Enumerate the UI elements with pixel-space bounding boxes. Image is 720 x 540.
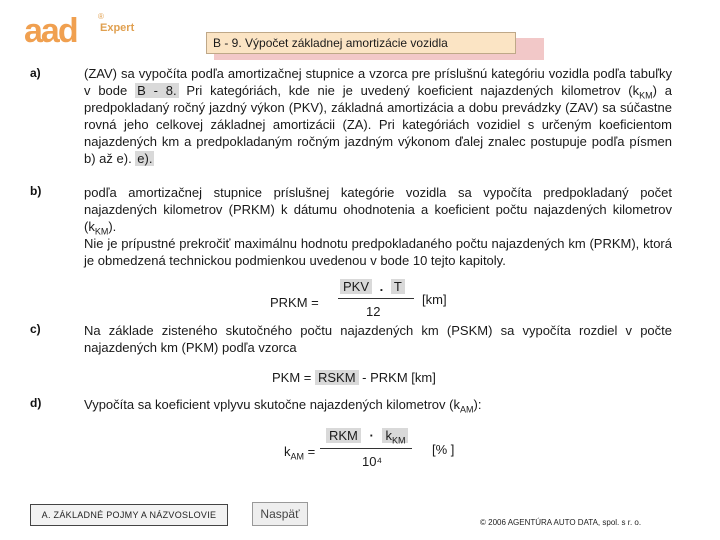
formula-kam-denominator: 10⁴ <box>362 454 383 469</box>
item-label-a: a) <box>30 66 41 80</box>
formula-dot: . <box>379 279 384 294</box>
formula-prkm-numerator <box>340 279 405 294</box>
paragraph-d-text-2: ): <box>473 397 482 412</box>
basic-terms-button[interactable]: A. ZÁKLADNÉ POJMY A NÁZVOSLOVIE <box>30 504 228 526</box>
paragraph-b-text-1: podľa amortizačnej stupnice príslušnej kategórie vozidla sa vypočíta predpokladaný počet najazdených kilometrov (PRKM) k dátumu ohodnotenia a koeficient počtu najazdených kilometrov (k <box>84 185 672 234</box>
logo-expert: Expert <box>100 22 135 34</box>
formula-prkm-denominator: 12 <box>366 304 381 319</box>
paragraph-d <box>84 396 672 413</box>
formula-prkm-unit: [km] <box>422 292 447 307</box>
logo-registered-mark: ® <box>98 12 104 21</box>
formula-pkm-rest: - PRKM [km] <box>358 370 436 385</box>
paragraph-b <box>84 184 672 269</box>
subscript-km: KM <box>639 90 653 101</box>
paragraph-a-text-3: ) a predpokladaný ročný jazdný výkon (PKV), základná amortizácia a dobu prevádzky (ZAV) sa súčastne rovná jeho celkovej základnej amortizácii (ZA). Pri kategóriách vozidiel s určeným koeficientom najazdených km a predpokladaným ročným jazdným výkonom ďalej znalec postupuje podľa písmen b) až e). <box>84 83 672 166</box>
logo-text: aad <box>24 12 77 50</box>
formula-kam-numerator <box>326 428 408 446</box>
formula-kam-lhs <box>284 444 315 462</box>
paragraph-b-text-3: Nie je prípustné prekročiť maximálnu hodnotu predpokladaného počtu najazdených km (PRKM), ktorá je obmedzená technickou podmienkou uvedenou v bode 10 tejto kapitoly. <box>84 236 672 268</box>
formula-kam-fraction-line <box>320 448 412 449</box>
formula-kam-unit: [% ] <box>432 442 455 457</box>
formula-pkm <box>272 370 436 385</box>
formula-rskm: RSKM <box>315 370 359 385</box>
formula-k: k <box>284 444 291 459</box>
paragraph-d-text-1: Vypočíta sa koeficient vplyvu skutočne najazdených kilometrov (k <box>84 397 460 412</box>
paragraph-b-text-2: ). <box>108 219 117 234</box>
paragraph-a-text-2: Pri kategóriách, kde nie je uvedený koeficient najazdených kilometrov (k <box>178 83 640 98</box>
formula-rkm: RKM <box>326 428 361 443</box>
company-logo <box>24 14 144 54</box>
subscript-km: KM <box>94 226 109 237</box>
paragraph-a <box>84 65 672 167</box>
item-label-b: b) <box>30 184 42 198</box>
formula-prkm-lhs: PRKM = <box>270 295 319 310</box>
formula-kam-dot: · <box>369 428 374 443</box>
formula-kam-eq: = <box>304 444 316 459</box>
formula-pkv: PKV <box>340 279 372 294</box>
item-label-d: d) <box>30 396 42 410</box>
paragraph-c: Na základe zisteného skutočného počtu najazdených km (PSKM) sa vypočíta rozdiel v počte najazdených km (PKM) podľa vzorca <box>84 323 672 355</box>
formula-pkm-lhs: PKM = <box>272 370 312 385</box>
copyright-text: © 2006 AGENTÚRA AUTO DATA, spol. s r. o. <box>480 518 642 527</box>
formula-t: T <box>391 279 405 294</box>
subscript-am: AM <box>459 404 474 415</box>
formula-prkm-fraction-line <box>338 298 414 299</box>
page-title: B - 9. Výpočet základnej amortizácie vozidla <box>206 32 516 54</box>
formula-k-sub: AM <box>290 451 304 462</box>
back-button[interactable]: Naspäť <box>252 502 308 526</box>
reference-link-b8[interactable]: B - 8. <box>137 83 177 98</box>
item-label-c: c) <box>30 322 41 336</box>
paragraph-a-text-1: (ZAV) sa vypočíta podľa amortizačnej stupnice a vzorca pre príslušnú kategóriu vozidla podľa tabuľky v bode <box>84 66 672 98</box>
formula-kkm: $k_{KM}$ <box>382 428 408 443</box>
reference-link-e[interactable]: e). <box>137 151 153 166</box>
